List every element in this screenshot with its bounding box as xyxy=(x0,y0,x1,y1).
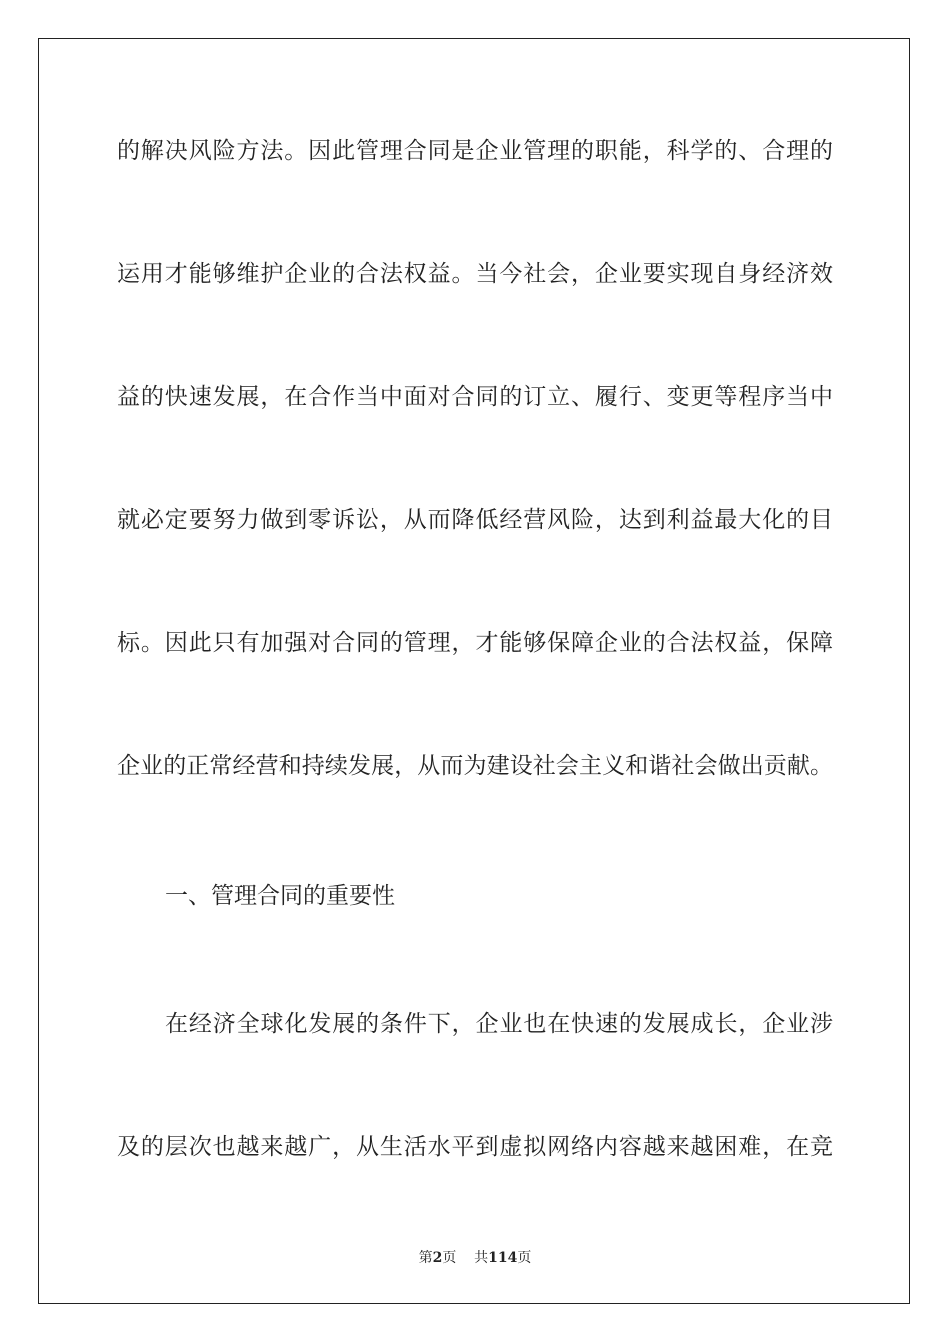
footer-page-prefix: 第 xyxy=(418,1250,433,1266)
footer-page-number: 2 xyxy=(432,1250,443,1266)
footer-page-suffix: 页 xyxy=(442,1250,457,1266)
body-line-3: 益的快速发展，在合作当中面对合同的订立、履行、变更等程序当中 xyxy=(117,384,833,410)
footer-total-pages: 114 xyxy=(488,1250,518,1266)
body-line-4: 就必定要努力做到零诉讼，从而降低经营风险，达到利益最大化的目 xyxy=(117,507,833,533)
body-line-8: 及的层次也越来越广，从生活水平到虚拟网络内容越来越困难，在竞 xyxy=(117,1134,833,1160)
page-frame xyxy=(38,38,910,1304)
body-line-7: 在经济全球化发展的条件下，企业也在快速的发展成长，企业涉 xyxy=(165,1011,833,1037)
body-line-5: 标。因此只有加强对合同的管理，才能够保障企业的合法权益，保障 xyxy=(117,630,833,656)
body-line-2: 运用才能够维护企业的合法权益。当今社会，企业要实现自身经济效 xyxy=(117,261,833,287)
section-heading: 一、管理合同的重要性 xyxy=(165,883,395,909)
footer-total-suffix: 页 xyxy=(517,1250,532,1266)
body-line-1: 的解决风险方法。因此管理合同是企业管理的职能，科学的、合理的 xyxy=(117,138,833,164)
footer-total-prefix: 共 xyxy=(474,1250,489,1266)
page-footer xyxy=(0,1247,950,1267)
body-line-6: 企业的正常经营和持续发展，从而为建设社会主义和谐社会做出贡献。 xyxy=(117,753,833,779)
